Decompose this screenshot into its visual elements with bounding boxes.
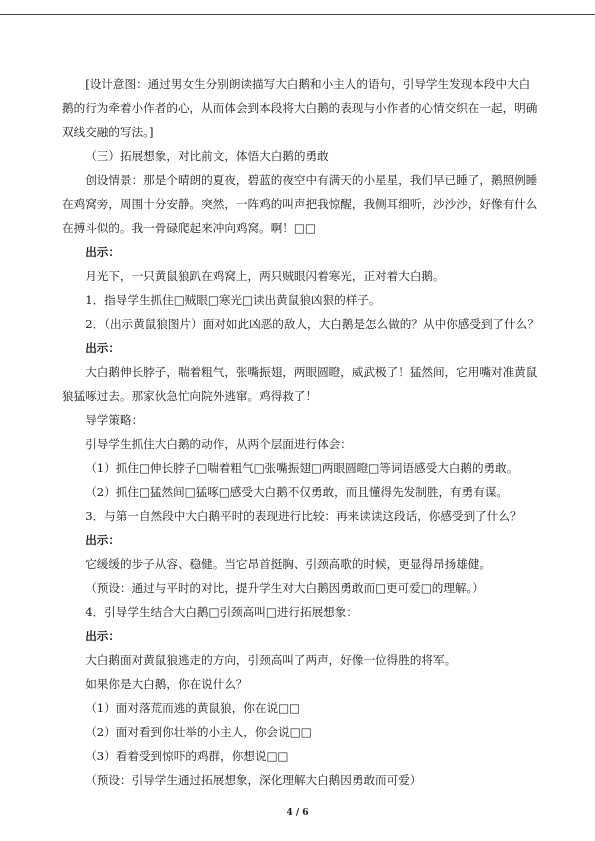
paragraph: （预设：通过与平时的对比，提升学生对大白鹅因勇敢而□更可爱□的理解。） <box>85 581 484 595</box>
paragraph: [设计意图：通过男女生分别朗读描写大白鹅和小主人的语句，引导学生发现本段中大白鹅的行为牵着小作者的心，从而体会到本段将大白鹅的表现与小作者的心情交织在一起，明确双线交融的写法。] <box>62 77 538 139</box>
paragraph: 3．与第一自然段中大白鹅平时的表现进行比较：再来读读这段话，你感受到了什么？ <box>85 509 522 523</box>
section-label: 出示： <box>85 245 120 259</box>
paragraph: 月光下，一只黄鼠狼趴在鸡窝上，两只贼眼闪着寒光，正对着大白鹅。 <box>85 269 445 283</box>
paragraph: 它缓缓的步子从容、稳健。当它昂首挺胸、引颈高歌的时候，更显得昂扬雄健。 <box>85 557 491 571</box>
page-number: 4 / 6 <box>286 808 309 818</box>
paragraph: 创设情景：那是个晴朗的夏夜，碧蓝的夜空中有满天的小星星，我们早已睡了，鹅照例睡在鸡窝旁，周围十分安静。突然，一阵鸡的叫声把我惊醒，我侧耳细听，沙沙沙，好像有什么在搏斗似的。我一骨碌爬起来冲向鸡窝。啊！□□ <box>62 173 538 235</box>
section-label: 出示： <box>85 341 120 355</box>
paragraph: （3）看着受到惊吓的鸡群，你想说□□ <box>85 749 289 763</box>
header-rule <box>0 14 595 15</box>
paragraph: 引导学生抓住大白鹅的动作，从两个层面进行体会： <box>85 437 352 451</box>
paragraph: 4．引导学生结合大白鹅□引颈高叫□进行拓展想象： <box>85 605 358 619</box>
paragraph: （1）面对落荒而逃的黄鼠狼，你在说□□ <box>85 701 300 715</box>
paragraph: （2）面对看到你壮举的小主人，你会说□□ <box>85 725 312 739</box>
paragraph: （2）抓住□猛然间□猛啄□感受大白鹅不仅勇敢，而且懂得先发制胜，有勇有谋。 <box>85 485 509 499</box>
paragraph: 大白鹅面对黄鼠狼逃走的方向，引颈高叫了两声，好像一位得胜的将军。 <box>85 653 457 667</box>
paragraph: 1．指导学生抓住□贼眼□寒光□读出黄鼠狼凶狠的样子。 <box>85 293 381 307</box>
document-body <box>62 72 540 792</box>
paragraph: 如果你是大白鹅，你在说什么？ <box>85 677 248 691</box>
paragraph: （预设：引导学生通过拓展想象，深化理解大白鹅因勇敢而可爱） <box>85 773 422 787</box>
paragraph: 大白鹅伸长脖子，喘着粗气，张嘴振翅，两眼圆瞪，威武极了！猛然间，它用嘴对准黄鼠狼猛啄过去。那家伙急忙向院外逃窜。鸡得救了！ <box>62 365 538 403</box>
paragraph: （三）拓展想象，对比前文，体悟大白鹅的勇敢 <box>85 149 329 163</box>
paragraph: 导学策略： <box>85 413 144 427</box>
paragraph: 2．（出示黄鼠狼图片）面对如此凶恶的敌人，大白鹅是怎么做的？从中你感受到了什么？ <box>85 317 539 331</box>
section-label: 出示： <box>85 629 120 643</box>
paragraph: （1）抓住□伸长脖子□喘着粗气□张嘴振翅□两眼圆瞪□等词语感受大白鹅的勇敢。 <box>85 461 519 475</box>
section-label: 出示： <box>85 533 120 547</box>
